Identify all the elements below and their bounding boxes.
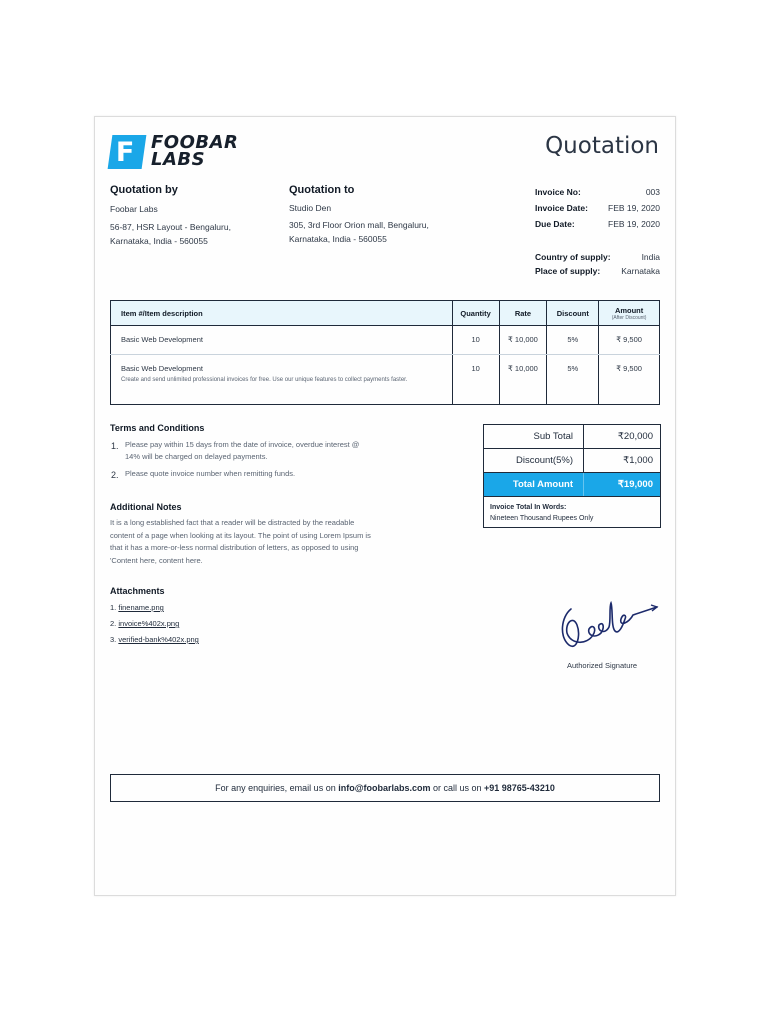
quotation-by-heading: Quotation by bbox=[110, 184, 178, 196]
item-cell bbox=[111, 326, 453, 355]
attachment-num: 2. bbox=[110, 619, 117, 628]
attachments-heading: Attachments bbox=[110, 586, 165, 596]
item-title: Basic Web Development bbox=[121, 364, 203, 373]
terms-heading: Terms and Conditions bbox=[110, 423, 205, 433]
invoice-date-value: FEB 19, 2020 bbox=[608, 203, 660, 213]
discount-row bbox=[484, 449, 660, 473]
amount-cell: ₹ 9,500 bbox=[599, 326, 660, 355]
attachment-link[interactable]: finename.png bbox=[118, 603, 164, 612]
quotation-by-address-2: Karnataka, India - 560055 bbox=[110, 236, 208, 246]
attachment-item bbox=[110, 635, 199, 644]
document-title: Quotation bbox=[545, 133, 659, 159]
brand-logo-mark bbox=[108, 135, 147, 169]
discount-cell: 5% bbox=[547, 355, 599, 405]
quantity-cell: 10 bbox=[452, 326, 499, 355]
subtotal-value: ₹20,000 bbox=[617, 431, 653, 442]
signature-image bbox=[553, 595, 663, 655]
logo-letter: F bbox=[115, 137, 135, 168]
terms-item-2: Please quote invoice number when remitting funds. bbox=[125, 469, 296, 478]
quotation-by-name: Foobar Labs bbox=[110, 204, 158, 214]
item-title: Basic Web Development bbox=[121, 335, 203, 344]
header-amount bbox=[599, 301, 660, 326]
footer-prefix: For any enquiries, email us on bbox=[215, 783, 339, 793]
due-date-label: Due Date: bbox=[535, 219, 575, 229]
invoice-date-label: Invoice Date: bbox=[535, 203, 588, 213]
invoice-no-label: Invoice No: bbox=[535, 187, 581, 197]
notes-heading: Additional Notes bbox=[110, 502, 182, 512]
rate-cell: ₹ 10,000 bbox=[499, 326, 547, 355]
place-label: Place of supply: bbox=[535, 266, 601, 276]
terms-num-2: 2. bbox=[111, 470, 119, 480]
words-value: Nineteen Thousand Rupees Only bbox=[490, 515, 594, 522]
brand-name-line1: FOOBAR bbox=[151, 132, 239, 153]
quotation-page bbox=[94, 116, 676, 896]
subtotal-row bbox=[484, 425, 660, 449]
item-description: Create and send unlimited professional invoices for free. Use our unique features to collect payments faster. bbox=[121, 377, 408, 383]
footer-phone[interactable]: +91 98765-43210 bbox=[484, 783, 555, 793]
quotation-by-address-1: 56-87, HSR Layout - Bengaluru, bbox=[110, 222, 231, 232]
due-date-value: FEB 19, 2020 bbox=[608, 219, 660, 229]
quotation-to-heading: Quotation to bbox=[289, 184, 355, 196]
total-row bbox=[484, 473, 660, 497]
enquiry-footer bbox=[110, 774, 660, 802]
attachment-num: 1. bbox=[110, 603, 117, 612]
attachment-item bbox=[110, 619, 179, 628]
header-rate: Rate bbox=[499, 301, 547, 326]
header-discount: Discount bbox=[547, 301, 599, 326]
item-cell bbox=[111, 355, 453, 405]
terms-num-1: 1. bbox=[111, 441, 119, 451]
footer-middle: or call us on bbox=[430, 783, 485, 793]
discount-value: ₹1,000 bbox=[623, 455, 653, 466]
items-table bbox=[110, 300, 660, 405]
footer-email[interactable]: info@foobarlabs.com bbox=[338, 783, 431, 793]
header-quantity: Quantity bbox=[452, 301, 499, 326]
header-amount-sub: (After Discount) bbox=[611, 314, 647, 321]
terms-item-1: Please pay within 15 days from the date of invoice, overdue interest @ 14% will be charged on delayed payments. bbox=[125, 440, 360, 461]
total-value: ₹19,000 bbox=[617, 479, 653, 490]
quotation-to-address-2: Karnataka, India - 560055 bbox=[289, 234, 387, 244]
quantity-cell: 10 bbox=[452, 355, 499, 405]
total-label: Total Amount bbox=[484, 473, 584, 496]
words-label: Invoice Total In Words: bbox=[490, 504, 567, 511]
table-row bbox=[111, 355, 660, 405]
totals-box bbox=[483, 424, 661, 528]
attachment-link[interactable]: verified-bank%402x.png bbox=[118, 635, 199, 644]
invoice-no-value: 003 bbox=[645, 187, 660, 197]
attachment-item bbox=[110, 603, 164, 612]
signature-label: Authorized Signature bbox=[567, 661, 638, 670]
discount-label: Discount(5%) bbox=[484, 449, 584, 472]
country-value: India bbox=[641, 252, 660, 262]
attachment-link[interactable]: invoice%402x.png bbox=[118, 619, 180, 628]
quotation-to-name: Studio Den bbox=[289, 203, 332, 213]
quotation-to-address-1: 305, 3rd Floor Orion mall, Bengaluru, bbox=[289, 220, 429, 230]
table-row bbox=[111, 326, 660, 355]
table-header-row bbox=[111, 301, 660, 326]
amount-cell: ₹ 9,500 bbox=[599, 355, 660, 405]
brand-name-line2: LABS bbox=[151, 149, 206, 170]
subtotal-label: Sub Total bbox=[484, 425, 584, 448]
country-label: Country of supply: bbox=[535, 252, 611, 262]
rate-cell: ₹ 10,000 bbox=[499, 355, 547, 405]
total-in-words bbox=[484, 497, 660, 527]
notes-text: It is a long established fact that a reader will be distracted by the readable content of a page when looking at its layout. The point of using Lorem Ipsum is that it has a more-or-less normal distribution of letters, as opposed to using 'Content here, content here. bbox=[110, 518, 371, 565]
header-amount-label: Amount bbox=[614, 305, 644, 315]
header-item: Item #/Item description bbox=[111, 301, 453, 326]
discount-cell: 5% bbox=[547, 326, 599, 355]
place-value: Karnataka bbox=[621, 266, 660, 276]
brand-name bbox=[151, 134, 238, 168]
attachment-num: 3. bbox=[110, 635, 117, 644]
